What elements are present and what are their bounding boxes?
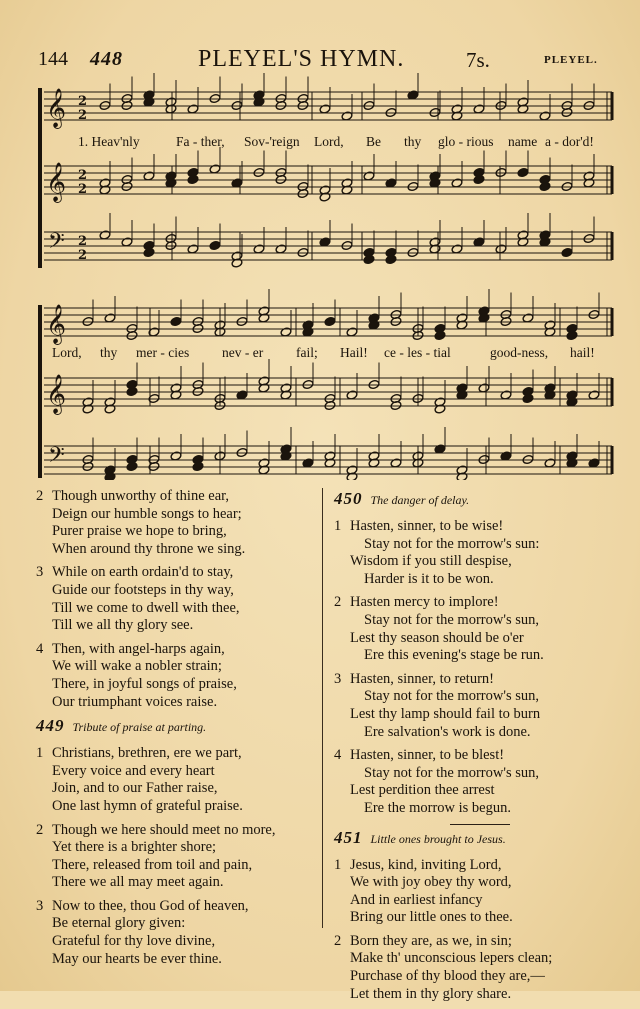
verse-line: One last hymn of grateful praise.: [52, 797, 243, 814]
hymn-subtitle: The danger of delay.: [370, 493, 470, 507]
time-signature: 2: [78, 234, 88, 249]
verse-line: Purer praise we hope to bring,: [52, 523, 227, 540]
verse: [36, 821, 312, 892]
verse-line: Every voice and every heart: [52, 762, 215, 779]
verse: [334, 856, 610, 927]
verse-line: There, released from toil and pain,: [52, 856, 253, 873]
lyric-syllable: ce - les - tial: [384, 345, 451, 360]
column-divider: [322, 488, 323, 928]
hymn-number: 449: [36, 716, 65, 736]
hymn-number: 448: [90, 48, 123, 70]
verse: [334, 670, 610, 741]
verse-line: Though we here should meet no more,: [52, 821, 276, 838]
verse-line: Stay not for the morrow's sun:: [364, 535, 540, 552]
lyric-syllable: glo - rious: [438, 134, 494, 149]
verse-line: Guide our footsteps in thy way,: [52, 581, 234, 598]
hymn-meter: 7s.: [466, 48, 490, 72]
verse-number: 2: [334, 594, 342, 611]
verse-line: Ere this evening's stage be run.: [364, 647, 544, 664]
verse-number: 3: [334, 670, 342, 687]
hymn-subtitle: Little ones brought to Jesus.: [370, 831, 506, 846]
lyric-syllable: Hail!: [340, 345, 368, 360]
verse-line: Bring our little ones to thee.: [350, 909, 513, 926]
verse-line: Ere the morrow is begun.: [364, 799, 511, 816]
verse-line: Make th' unconscious lepers clean;: [350, 950, 553, 967]
verse: [36, 564, 312, 634]
verse: [334, 747, 610, 817]
verse: [334, 594, 610, 664]
time-signature: 2: [78, 168, 88, 183]
verse-line: Then, with angel-harps again,: [52, 640, 225, 657]
treble-clef: 𝄞: [46, 304, 67, 344]
treble-clef: 𝄞: [46, 162, 67, 202]
verse-line: Lest perdition thee arrest: [350, 782, 495, 799]
verse-line: Yet there is a brighter shore;: [52, 839, 217, 856]
verse-number: 2: [36, 821, 44, 838]
lyric-syllable: Sov-'reign: [244, 134, 300, 149]
verse: [334, 518, 610, 588]
verse-line: Though unworthy of thine ear,: [52, 488, 230, 504]
hymn-number: 451: [334, 827, 363, 847]
verse-line: Hasten, sinner, to be wise!: [350, 518, 504, 534]
verse-line: Our triumphant voices raise.: [52, 693, 218, 710]
verse-number: 4: [334, 747, 342, 764]
verse-number: 1: [36, 745, 44, 762]
verse-line: And in earliest infancy: [350, 891, 483, 908]
verse-line: Lest thy lamp should fail to burn: [350, 705, 541, 722]
verse-line: Hasten mercy to implore!: [350, 594, 499, 611]
verse-line: Hasten, sinner, to be blest!: [350, 747, 505, 764]
verse-line: Born they are, as we, in sin;: [350, 932, 512, 949]
bass-clef: 𝄢: [48, 229, 65, 259]
note-head: [170, 316, 182, 326]
treble-clef: 𝄞: [46, 374, 67, 414]
verse-line: Jesus, kind, inviting Lord,: [350, 856, 502, 873]
verse: [334, 932, 610, 1003]
verse-number: 3: [36, 564, 44, 581]
note-head: [561, 247, 573, 257]
lyric-syllable: name: [508, 134, 538, 149]
hymn-heading: [36, 717, 312, 741]
verse-line: We with joy obey thy word,: [350, 874, 512, 891]
verse-line: Now to thee, thou God of heaven,: [52, 897, 249, 914]
section-rule: [450, 824, 510, 825]
treble-clef: 𝄞: [46, 88, 67, 128]
lyric-syllable: Be: [366, 134, 381, 149]
verse-number: 2: [334, 932, 342, 949]
note-head: [517, 167, 529, 177]
verse-line: May our hearts be ever thine.: [52, 950, 222, 967]
verse-line: Deign our humble songs to hear;: [52, 505, 242, 522]
verse-line: Stay not for the morrow's sun,: [364, 688, 539, 705]
hymn-heading: [334, 490, 610, 514]
lyric-syllable: good-ness,: [490, 345, 549, 360]
verse-line: While on earth ordain'd to stay,: [52, 564, 234, 581]
verse-number: 1: [334, 856, 342, 873]
bass-clef: 𝄢: [48, 443, 65, 473]
verse-line: There, in joyful songs of praise,: [52, 675, 237, 692]
verse-line: Let them in thy glory share.: [350, 985, 512, 1002]
lyric-syllable: a - dor'd!: [545, 134, 594, 149]
time-signature: 2: [78, 108, 88, 123]
lyric-syllable: thy: [100, 345, 118, 360]
time-signature: 2: [78, 182, 88, 197]
verse-line: Christians, brethren, ere we part,: [52, 745, 242, 762]
verse-line: Purchase of thy blood they are,—: [350, 968, 545, 985]
verse-line: We will wake a nobler strain;: [52, 658, 222, 675]
lyric-syllable: nev - er: [222, 345, 264, 360]
verse-line: Grateful for thy love divine,: [52, 933, 216, 950]
lyric-syllable: hail!: [570, 345, 595, 360]
verse: [36, 897, 312, 968]
lyric-syllable: Fa - ther,: [176, 134, 225, 149]
right-column: [334, 488, 610, 1009]
verse-line: When around thy throne we sing.: [52, 540, 246, 557]
verse-line: There we all may meet again.: [52, 874, 224, 891]
verse-number: 3: [36, 897, 44, 914]
hymn-number: 450: [334, 489, 363, 508]
verse-line: Till we all thy glory see.: [52, 617, 194, 634]
verse-line: Harder is it to be won.: [364, 570, 494, 587]
lyric-syllable: Lord,: [314, 134, 344, 149]
verse: [36, 640, 312, 711]
lyric-syllable: fail;: [296, 345, 318, 360]
hymn-subtitle: Tribute of praise at parting.: [72, 720, 207, 735]
music-score: [0, 0, 640, 480]
verse-number: 1: [334, 518, 342, 534]
page-number: 144: [38, 48, 68, 70]
hymn-heading: [334, 829, 610, 853]
note-head: [209, 240, 221, 250]
left-column: [36, 488, 312, 974]
verse-line: Ere salvation's work is done.: [364, 723, 531, 740]
verse-line: Wisdom if you still despise,: [350, 553, 512, 570]
verse-line: Stay not for the morrow's sun,: [364, 611, 539, 628]
lyric-syllable: thy: [404, 134, 422, 149]
verse-line: Join, and to our Father raise,: [52, 780, 218, 797]
verse-line: Till we come to dwell with thee,: [52, 599, 240, 616]
lyric-syllable: 1. Heav'nly: [78, 134, 140, 149]
lyric-syllable: mer - cies: [136, 345, 190, 360]
composer-name: PLEYEL.: [544, 54, 598, 66]
time-signature: 2: [78, 94, 88, 109]
verse: [36, 745, 312, 815]
verse-line: Hasten, sinner, to return!: [350, 670, 494, 687]
verse-number: 4: [36, 640, 44, 657]
verse: [36, 488, 312, 558]
verse-number: 2: [36, 488, 44, 504]
verse-line: Be eternal glory given:: [52, 915, 186, 932]
verse-line: Lest thy season should be o'er: [350, 629, 524, 646]
hymn-title: PLEYEL'S HYMN.: [198, 46, 405, 72]
note-head: [324, 316, 336, 326]
time-signature: 2: [78, 248, 88, 263]
verse-line: Stay not for the morrow's sun,: [364, 764, 539, 781]
lyric-syllable: Lord,: [52, 345, 82, 360]
